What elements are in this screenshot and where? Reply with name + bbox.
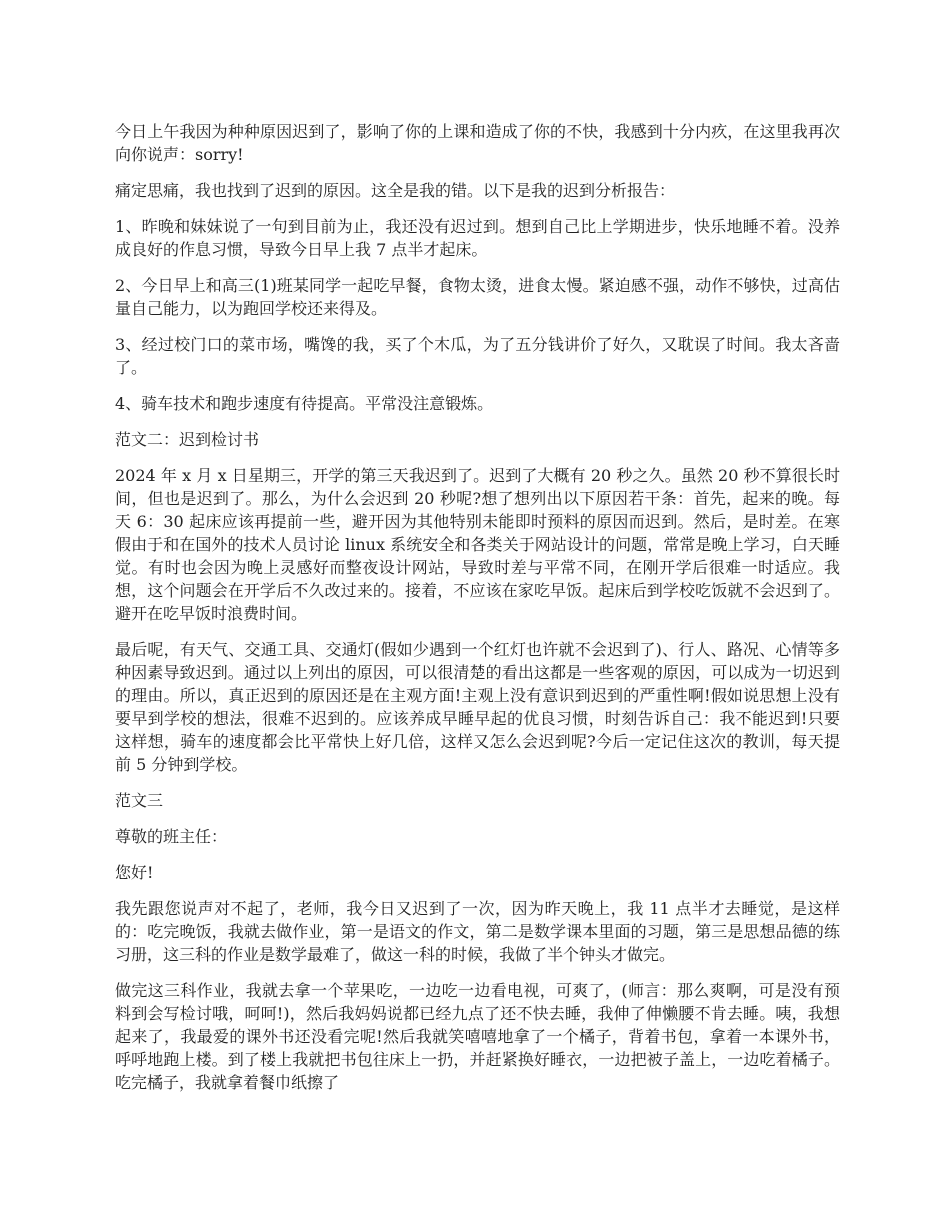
paragraph: 最后呢，有天气、交通工具、交通灯(假如少遇到一个红灯也许就不会迟到了)、行人、路况、心情等多种因素导致迟到。通过以上列出的原因，可以很清楚的看出这都是一些客观的原因，可以成为一切迟到的理由。所以，真正迟到的原因还是在主观方面!主观上没有意识到迟到的严重性啊!假如说思想上没有要早到学校的想法，很难不迟到的。应该养成早睡早起的优良习惯，时刻告诉自己：我不能迟到!只要这样想，骑车的速度都会比平常快上好几倍，这样又怎么会迟到呢?今后一定记住这次的教训，每天提前 5 分钟到学校。 xyxy=(115,640,840,774)
paragraph: 我先跟您说声对不起了，老师，我今日又迟到了一次，因为昨天晚上，我 11 点半才去睡觉，是这样的：吃完晚饭，我就去做作业，第一是语文的作文，第二是数学课本里面的习题，第三是思想品德的练习册，这三科的作业是数学最难了，做这一科的时候，我做了半个钟头才做完。 xyxy=(115,899,840,964)
paragraph: 2、今日早上和高三(1)班某同学一起吃早餐，食物太烫，进食太慢。紧迫感不强，动作不够快，过高估量自己能力，以为跑回学校还来得及。 xyxy=(115,276,840,318)
paragraph: 3、经过校门口的菜市场，嘴馋的我，买了个木瓜，为了五分钱讲价了好久，又耽误了时间。我太吝啬了。 xyxy=(115,335,840,377)
paragraph: 4、骑车技术和跑步速度有待提高。平常没注意锻炼。 xyxy=(115,394,494,413)
document-body xyxy=(115,120,840,1107)
section-heading: 范文二：迟到检讨书 xyxy=(115,430,260,449)
section-heading: 范文三 xyxy=(115,791,164,810)
paragraph: 2024 年 x 月 x 日星期三，开学的第三天我迟到了。迟到了大概有 20 秒之久。虽然 20 秒不算很长时间，但也是迟到了。那么，为什么会迟到 20 秒呢?想了想列出以下原因若干条：首先，起来的晚。每天 6：30 起床应该再提前一些，避开因为其他特别未能即时预料的原因而迟到。然后，是时差。在寒假由于和在国外的技术人员讨论 linux 系统安全和各类关于网站设计的问题，常常是晚上学习，白天睡觉。有时也会因为晚上灵感好而整夜设计网站，导致时差与平常不同，在刚开学后很难一时适应。我想，这个问题会在开学后不久改过来的。接着，不应该在家吃早饭。起床后到学校吃饭就不会迟到了。避开在吃早饭时浪费时间。 xyxy=(115,466,840,623)
salutation: 尊敬的班主任： xyxy=(115,827,228,846)
paragraph: 1、昨晚和妹妹说了一句到目前为止，我还没有迟过到。想到自己比上学期进步，快乐地睡不着。没养成良好的作息习惯，导致今日早上我 7 点半才起床。 xyxy=(115,217,840,259)
paragraph: 做完这三科作业，我就去拿一个苹果吃，一边吃一边看电视，可爽了，(师言：那么爽啊，可是没有预料到会写检讨哦，呵呵!)，然后我妈妈说都已经九点了还不快去睡，我伸了伸懒腰不肯去睡。咦，我想起来了，我最爱的课外书还没看完呢!然后我就笑嘻嘻地拿了一个橘子，背着书包，拿着一本课外书，呼呼地跑上楼。到了楼上我就把书包往床上一扔，并赶紧换好睡衣，一边把被子盖上，一边吃着橘子。吃完橘子，我就拿着餐巾纸擦了 xyxy=(115,981,840,1092)
paragraph: 痛定思痛，我也找到了迟到的原因。这全是我的错。以下是我的迟到分析报告： xyxy=(115,181,676,200)
greeting: 您好! xyxy=(115,863,154,882)
paragraph: 今日上午我因为种种原因迟到了，影响了你的上课和造成了你的不快，我感到十分内疚，在这里我再次向你说声：sorry! xyxy=(115,122,840,164)
